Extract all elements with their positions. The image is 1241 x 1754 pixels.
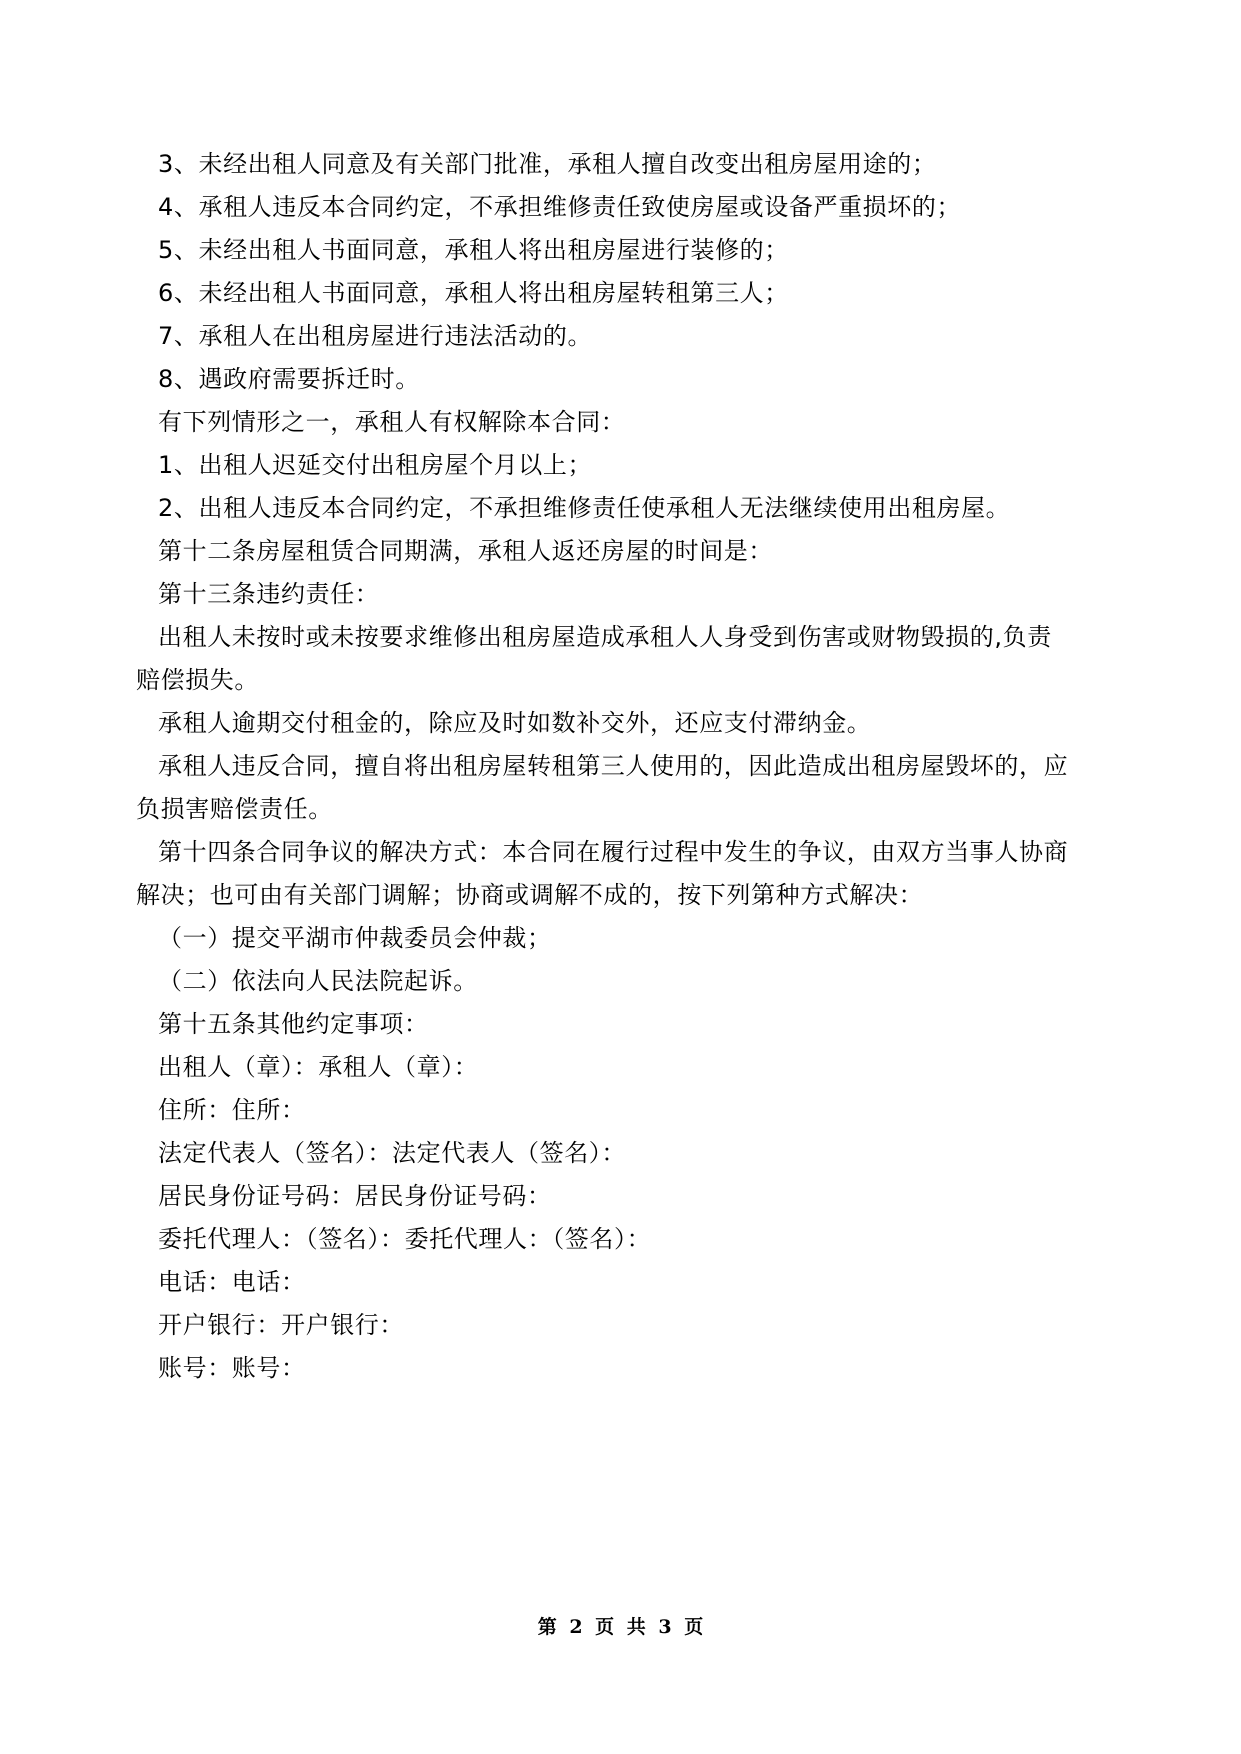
paragraph-clause-6: 6、未经出租人书面同意，承租人将出租房屋转租第三人；	[158, 279, 789, 307]
paragraph-clause-3: 3、未经出租人同意及有关部门批准，承租人擅自改变出租房屋用途的；	[158, 150, 937, 178]
paragraph-liability-2: 承租人逾期交付租金的，除应及时如数补交外，还应支付滞纳金。	[158, 709, 872, 737]
signature-seal: 出租人（章）：承租人（章）：	[158, 1053, 479, 1081]
article-14b: 解决；也可由有关部门调解；协商或调解不成的，按下列第种方式解决：	[136, 881, 924, 909]
signature-legal-rep: 法定代表人（签名）：法定代表人（签名）：	[158, 1139, 626, 1167]
signature-phone: 电话：电话：	[158, 1268, 306, 1296]
paragraph-liability-3b: 负损害赔偿责任。	[136, 795, 333, 823]
paragraph-clause-7: 7、承租人在出租房屋进行违法活动的。	[158, 322, 593, 350]
signature-agent: 委托代理人：（签名）：委托代理人：（签名）：	[158, 1225, 652, 1253]
article-15: 第十五条其他约定事项：	[158, 1010, 429, 1038]
paragraph-termination-1: 1、出租人迟延交付出租房屋个月以上；	[158, 451, 593, 479]
signature-address: 住所：住所：	[158, 1096, 306, 1124]
article-13: 第十三条违约责任：	[158, 580, 380, 608]
signature-id-number: 居民身份证号码：居民身份证号码：	[158, 1182, 552, 1210]
signature-bank: 开户银行：开户银行：	[158, 1311, 404, 1339]
paragraph-liability-1b: 赔偿损失。	[136, 666, 259, 694]
page-number-footer: 第 2 页 共 3 页	[537, 1616, 704, 1638]
paragraph-clause-8: 8、遇政府需要拆迁时。	[158, 365, 420, 393]
paragraph-clause-4: 4、承租人违反本合同约定，不承担维修责任致使房屋或设备严重损坏的；	[158, 193, 962, 221]
paragraph-termination-2: 2、出租人违反本合同约定，不承担维修责任使承租人无法继续使用出租房屋。	[158, 494, 1011, 522]
dispute-option-2: （二）依法向人民法院起诉。	[158, 967, 478, 995]
article-12: 第十二条房屋租赁合同期满，承租人返还房屋的时间是：	[158, 537, 773, 565]
paragraph-liability-1a: 出租人未按时或未按要求维修出租房屋造成承租人人身受到伤害或财物毁损的,负责	[158, 623, 1052, 651]
paragraph-liability-3a: 承租人违反合同，擅自将出租房屋转租第三人使用的，因此造成出租房屋毁坏的，应	[158, 752, 1069, 780]
signature-account: 账号：账号：	[158, 1354, 306, 1382]
article-14a: 第十四条合同争议的解决方式：本合同在履行过程中发生的争议，由双方当事人协商	[158, 838, 1069, 866]
dispute-option-1: （一）提交平湖市仲裁委员会仲裁；	[158, 924, 552, 952]
paragraph-termination-intro: 有下列情形之一，承租人有权解除本合同：	[158, 408, 626, 436]
paragraph-clause-5: 5、未经出租人书面同意，承租人将出租房屋进行装修的；	[158, 236, 789, 264]
